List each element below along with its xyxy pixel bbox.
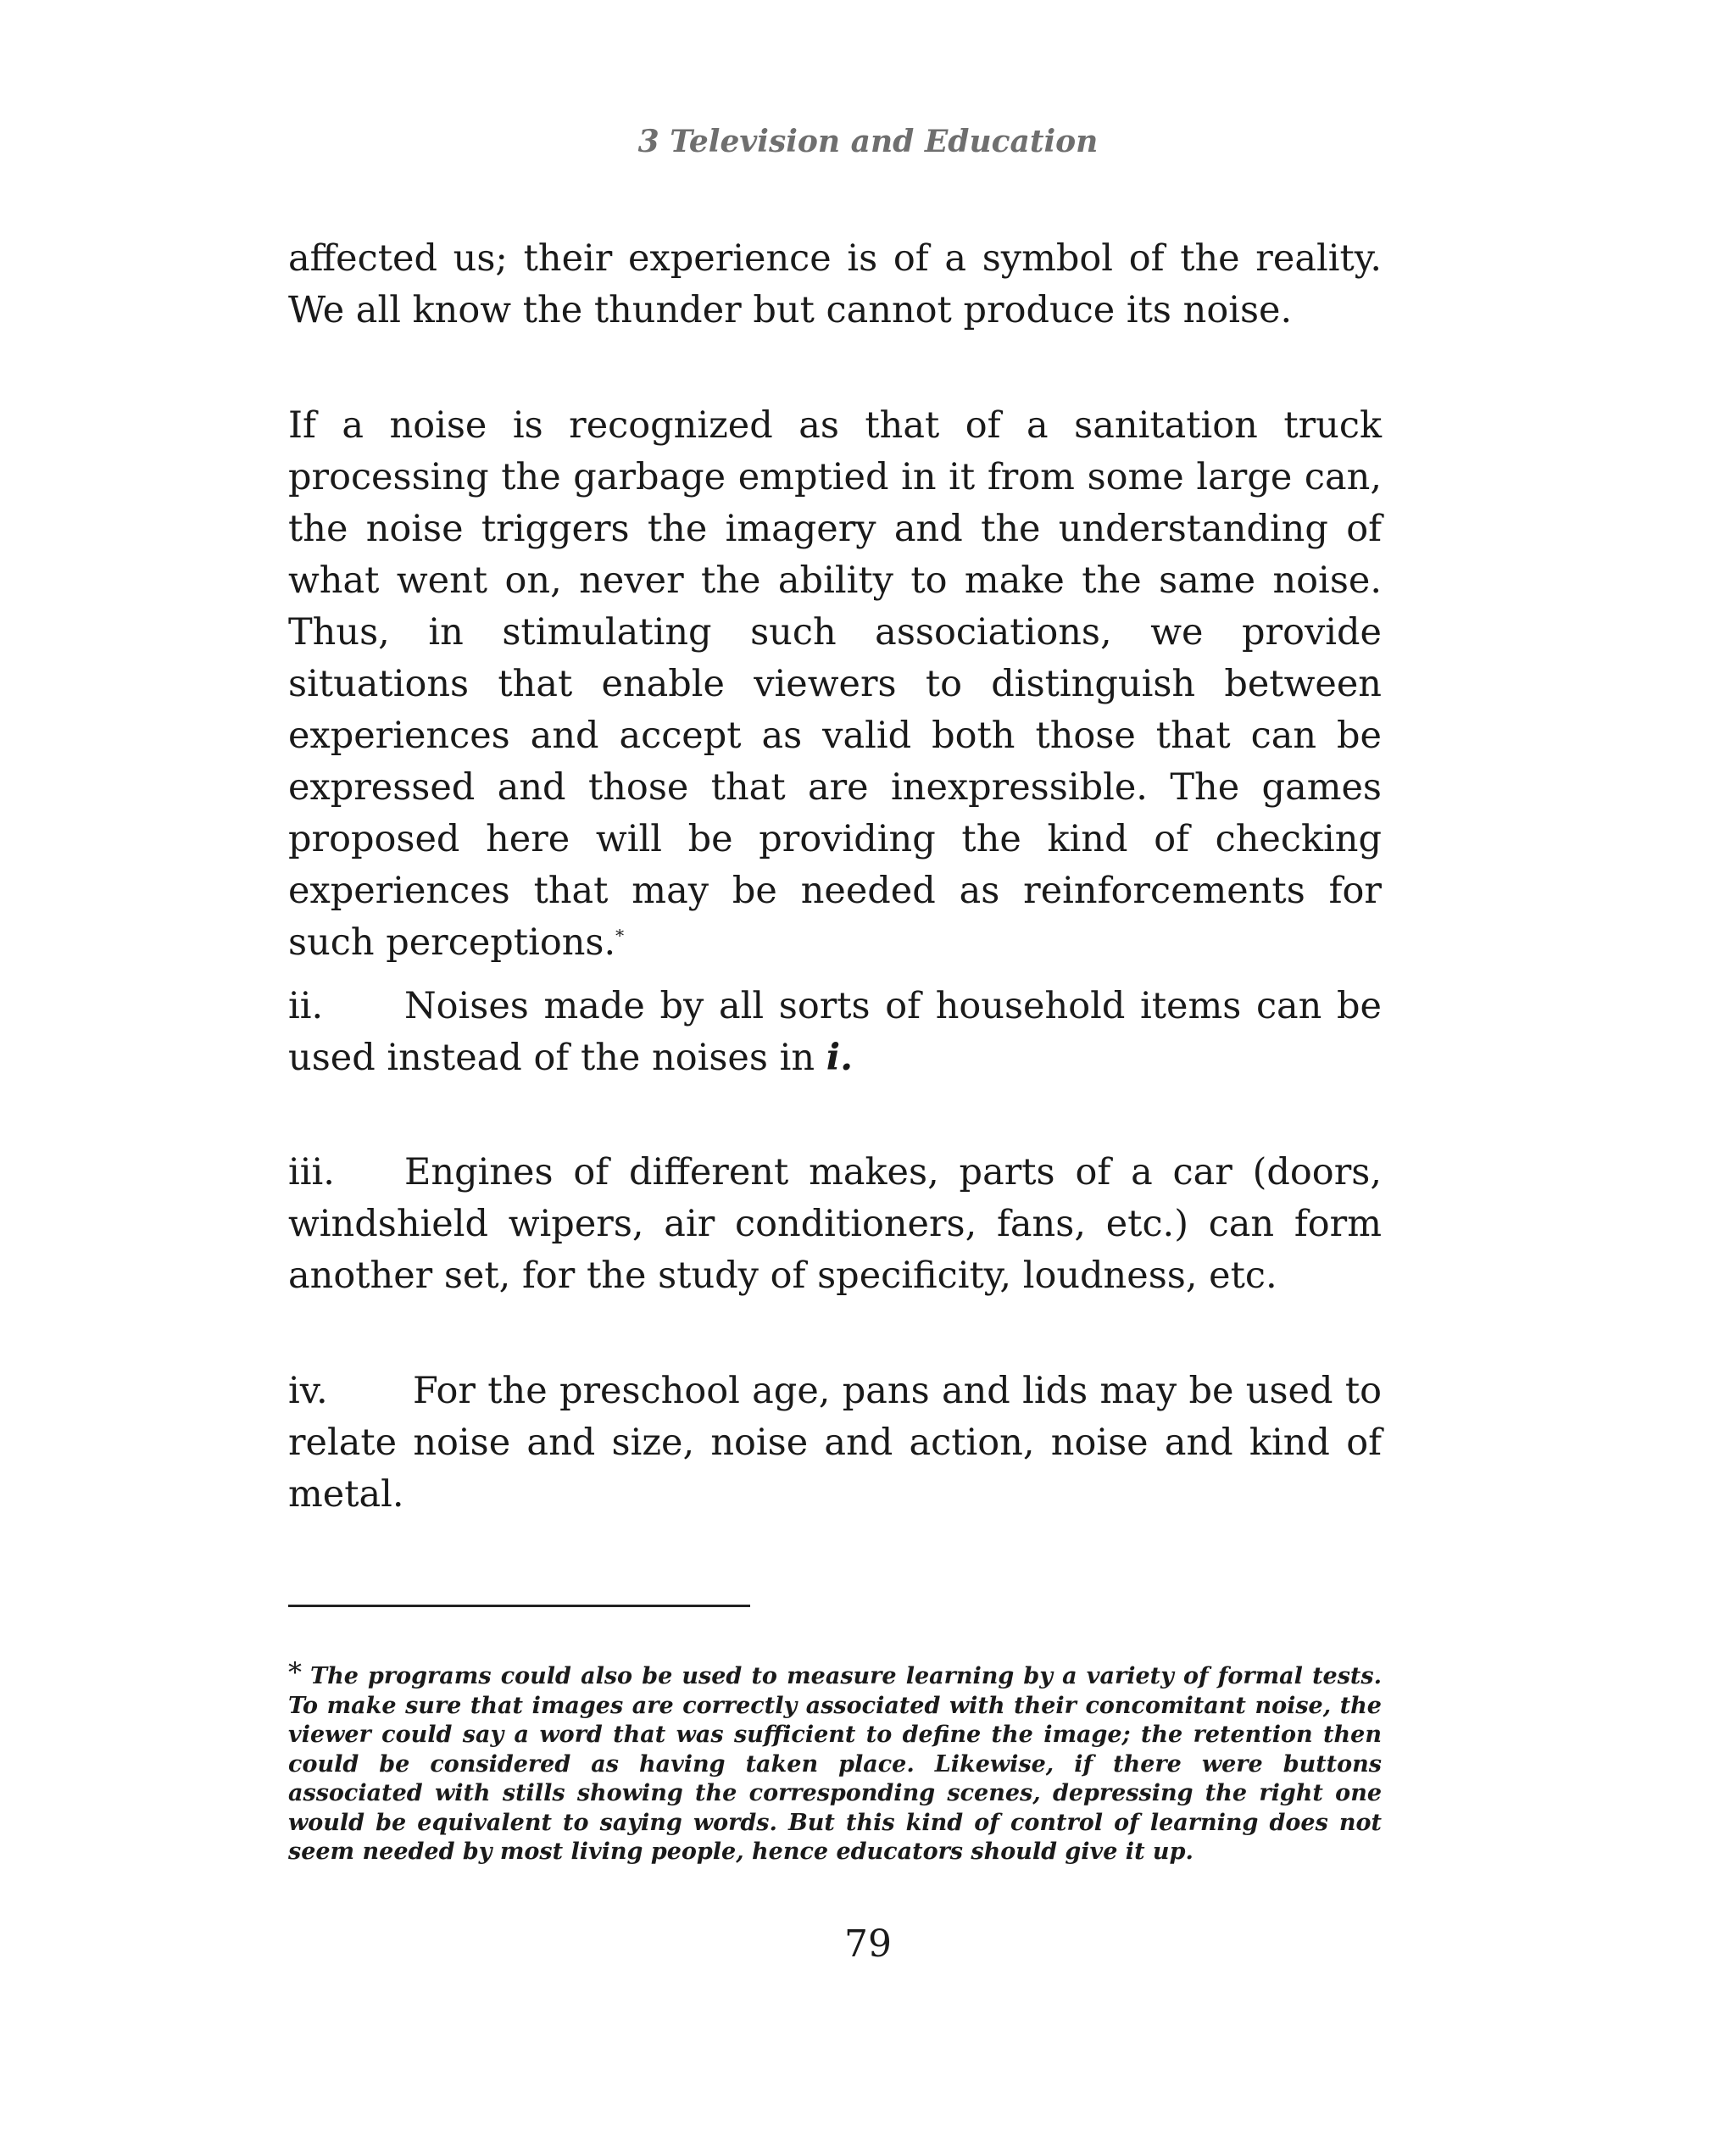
list-item-text: Engines of different makes, parts of a car (doors, windshield wipers, air conditioners, fans, etc.) can form another set, for the study of specificity, loudness, etc. [288, 1151, 1382, 1297]
list-item-iii [288, 1147, 1382, 1302]
list-item-ii [288, 981, 1382, 1084]
paragraph-text: affected us; their experience is of a symbol of the reality. We all know the thunder but cannot produce its noise. [288, 237, 1382, 331]
footnote-text: The programs could also be used to measure learning by a variety of formal tests. To make sure that images are correctly associated with their concomitant noise, the viewer could say a word that was sufficient to define the image; the retention then could be considered as having taken place. Likewise, if there were buttons associated with stills showing the corresponding scenes, depressing the right one would be equivalent to saying words. But this kind of control of learning does not seem needed by most living people, hence educators should give it up. [288, 1663, 1382, 1865]
item-reference: i. [826, 1037, 854, 1079]
list-item-number: iii. [288, 1151, 335, 1193]
list-item-number: iv. [288, 1370, 328, 1412]
footnote-mark: * [288, 1656, 302, 1689]
list-item-text: For the preschool age, pans and lids may be used to relate noise and size, noise and action, noise and kind of metal. [288, 1370, 1382, 1516]
footnote-reference[interactable]: * [615, 925, 625, 946]
footnote [288, 1658, 1382, 1867]
page-number: 79 [844, 1922, 892, 1966]
paragraph-text: If a noise is recognized as that of a sanitation truck processing the garbage emptied in it from some large can, the noise triggers the imagery and the understanding of what went on, never the ability to make the same noise. Thus, in stimulating such associations, we provide situations that enable viewers to distinguish between experiences and accept as valid both those that can be expressed and those that are inexpressible. The games proposed here will be providing the kind of checking experiences that may be needed as reinforcements for such perceptions. [288, 404, 1382, 964]
list-item-text: Noises made by all sorts of household items can be used instead of the noises in [288, 985, 1382, 1079]
footnote-separator [288, 1605, 750, 1607]
paragraph-sanitation-truck [288, 400, 1382, 969]
list-item-iv [288, 1366, 1382, 1521]
running-head: 3 Television and Education [637, 124, 1099, 159]
paragraph-continuation [288, 233, 1382, 337]
list-item-number: ii. [288, 985, 324, 1027]
